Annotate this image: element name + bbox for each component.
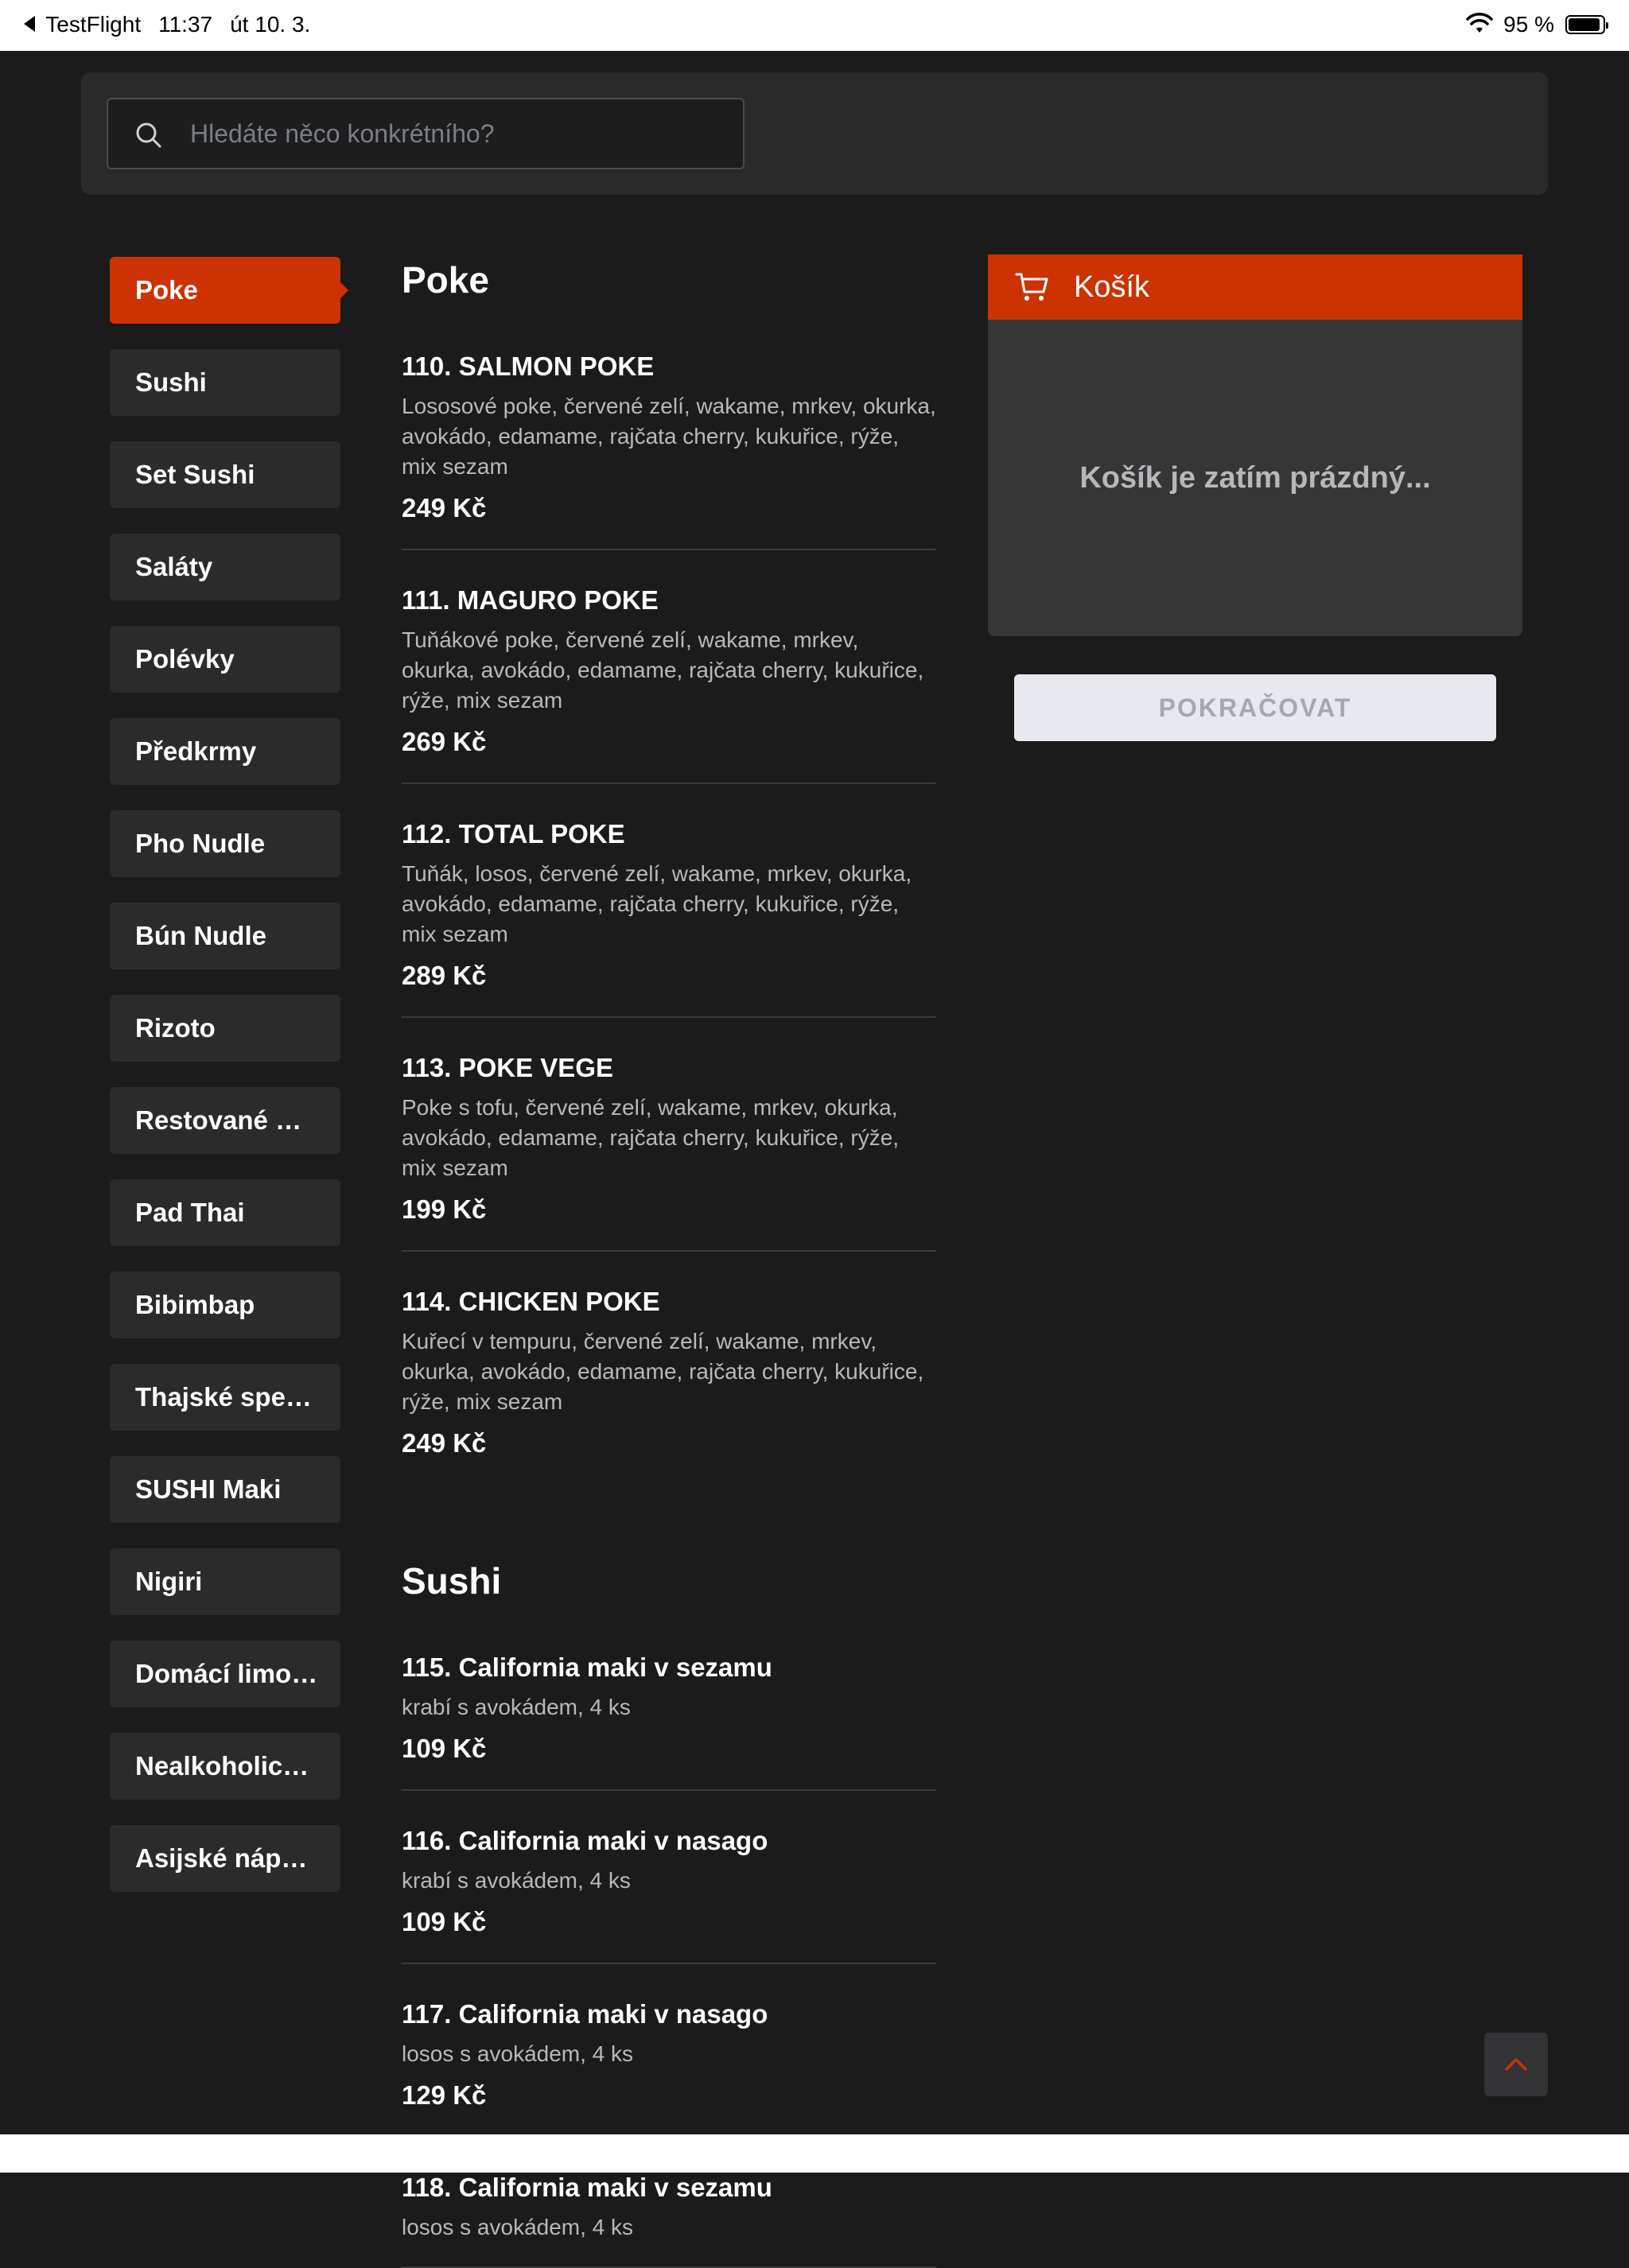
back-app-label: TestFlight	[45, 12, 142, 37]
category-item[interactable]	[110, 1641, 340, 1707]
category-item[interactable]	[110, 995, 340, 1062]
menu-item-price: 109 Kč	[402, 1907, 487, 1936]
category-item[interactable]	[110, 718, 340, 785]
category-item[interactable]	[110, 1179, 340, 1246]
menu-item-name: 114. CHICKEN POKE	[402, 1287, 660, 1316]
category-label: Domácí limo…	[135, 1659, 318, 1688]
app-viewport	[0, 51, 1629, 2239]
menu-item-price: 249 Kč	[402, 1428, 487, 1458]
cart-header	[988, 254, 1522, 320]
category-label: Předkrmy	[135, 736, 257, 766]
search-icon	[135, 122, 162, 149]
menu-item-name: 118. California maki v sezamu	[402, 2173, 772, 2202]
menu-item[interactable]	[402, 784, 936, 1018]
menu-item[interactable]	[402, 350, 936, 550]
chevron-up-icon	[1504, 2056, 1528, 2072]
category-label: Sushi	[135, 367, 207, 397]
menu-item-name: 115. California maki v sezamu	[402, 1652, 772, 1682]
status-time: 11:37	[158, 12, 213, 37]
menu-item-name: 113. POKE VEGE	[402, 1053, 613, 1082]
category-label: SUSHI Maki	[135, 1474, 282, 1504]
menu-section	[402, 254, 936, 1484]
category-item[interactable]	[110, 903, 340, 969]
continue-button[interactable]: POKRAČOVAT	[1014, 674, 1496, 741]
menu-item-price: 289 Kč	[402, 961, 487, 990]
status-date: út 10. 3.	[230, 12, 311, 37]
menu-item-description: Tuňák, losos, červené zelí, wakame, mrkev, okurka, avokádo, edamame, rajčata cherry, kukuřice, rýže, mix sezam	[402, 861, 912, 946]
category-label: Nigiri	[135, 1567, 203, 1596]
battery-percent: 95 %	[1503, 12, 1554, 37]
search-panel	[81, 72, 1548, 195]
category-label: Polévky	[135, 644, 235, 674]
menu-item[interactable]	[402, 1018, 936, 1252]
search-box[interactable]	[107, 98, 745, 169]
menu-item-description: losos s avokádem, 4 ks	[402, 2215, 634, 2239]
category-label: Set Sushi	[135, 460, 255, 489]
category-label: Rizoto	[135, 1013, 216, 1043]
menu-item[interactable]	[402, 1964, 936, 2138]
category-label: Poke	[135, 275, 198, 305]
category-item[interactable]	[110, 349, 340, 416]
category-label: Bún Nudle	[135, 921, 266, 950]
menu-item-description: krabí s avokádem, 4 ks	[402, 1695, 631, 1719]
category-item[interactable]	[110, 1733, 340, 1800]
menu-item-description: Kuřecí v tempuru, červené zelí, wakame, mrkev, okurka, avokádo, edamame, rajčata cherry, kukuřice, rýže, mix sezam	[402, 1329, 924, 1414]
menu-item-price: 129 Kč	[402, 2080, 487, 2110]
menu-item-name: 110. SALMON POKE	[402, 351, 655, 381]
cart-panel	[988, 254, 1522, 636]
home-indicator-area	[0, 2134, 1629, 2173]
cart-icon	[1015, 271, 1050, 303]
menu-item-name: 112. TOTAL POKE	[402, 819, 625, 849]
cart-title: Košík	[1074, 270, 1150, 304]
category-item[interactable]	[110, 1272, 340, 1338]
menu-item-price: 249 Kč	[402, 493, 487, 522]
category-item[interactable]	[110, 1364, 340, 1431]
category-item[interactable]	[110, 626, 340, 693]
menu-item[interactable]	[402, 1791, 936, 1964]
menu-item[interactable]	[402, 1651, 936, 1791]
menu-item-description: losos s avokádem, 4 ks	[402, 2041, 634, 2066]
category-item[interactable]	[110, 1548, 340, 1615]
menu-item[interactable]	[402, 1252, 936, 1484]
category-label: Restované …	[135, 1105, 302, 1135]
category-label: Bibimbap	[135, 1290, 255, 1319]
category-label: Pad Thai	[135, 1198, 245, 1227]
category-item[interactable]	[110, 441, 340, 508]
category-item[interactable]	[110, 1456, 340, 1523]
category-label: Pho Nudle	[135, 829, 266, 858]
category-item[interactable]	[110, 257, 340, 324]
category-item[interactable]	[110, 810, 340, 877]
cart-empty-message: Košík je zatím prázdný...	[1079, 460, 1431, 495]
category-item[interactable]	[110, 534, 340, 600]
section-title: Poke	[402, 259, 489, 301]
menu-item-name: 111. MAGURO POKE	[402, 585, 659, 615]
menu-item-price: 109 Kč	[402, 1734, 487, 1763]
menu-item-price: 269 Kč	[402, 727, 487, 756]
menu-list	[402, 254, 936, 2268]
category-label: Saláty	[135, 552, 213, 581]
scroll-to-top-button[interactable]	[1484, 2033, 1548, 2096]
category-label: Asijské náp…	[135, 1843, 308, 1873]
menu-item-description: krabí s avokádem, 4 ks	[402, 1868, 631, 1893]
menu-item-description: Poke s tofu, červené zelí, wakame, mrkev, okurka, avokádo, edamame, rajčata cherry, kukuřice, rýže, mix sezam	[402, 1095, 900, 1180]
menu-item[interactable]	[402, 550, 936, 784]
menu-item-name: 116. California maki v nasago	[402, 1826, 768, 1855]
category-label: Nealkoholic…	[135, 1751, 309, 1781]
menu-item-name: 117. California maki v nasago	[402, 1999, 768, 2029]
category-item[interactable]	[110, 1087, 340, 1154]
category-sidebar	[110, 257, 340, 1917]
menu-item-price: 199 Kč	[402, 1194, 487, 1224]
menu-item-description: Tuňákové poke, červené zelí, wakame, mrkev, okurka, avokádo, edamame, rajčata cherry, kukuřice, rýže, mix sezam	[402, 627, 924, 713]
section-title: Sushi	[402, 1560, 502, 1602]
search-input[interactable]	[190, 99, 731, 168]
category-label: Thajské spe…	[135, 1382, 312, 1412]
menu-item-description: Lososové poke, červené zelí, wakame, mrkev, okurka, avokádo, edamame, rajčata cherry, kukuřice, rýže, mix sezam	[402, 394, 936, 479]
category-item[interactable]	[110, 1825, 340, 1892]
